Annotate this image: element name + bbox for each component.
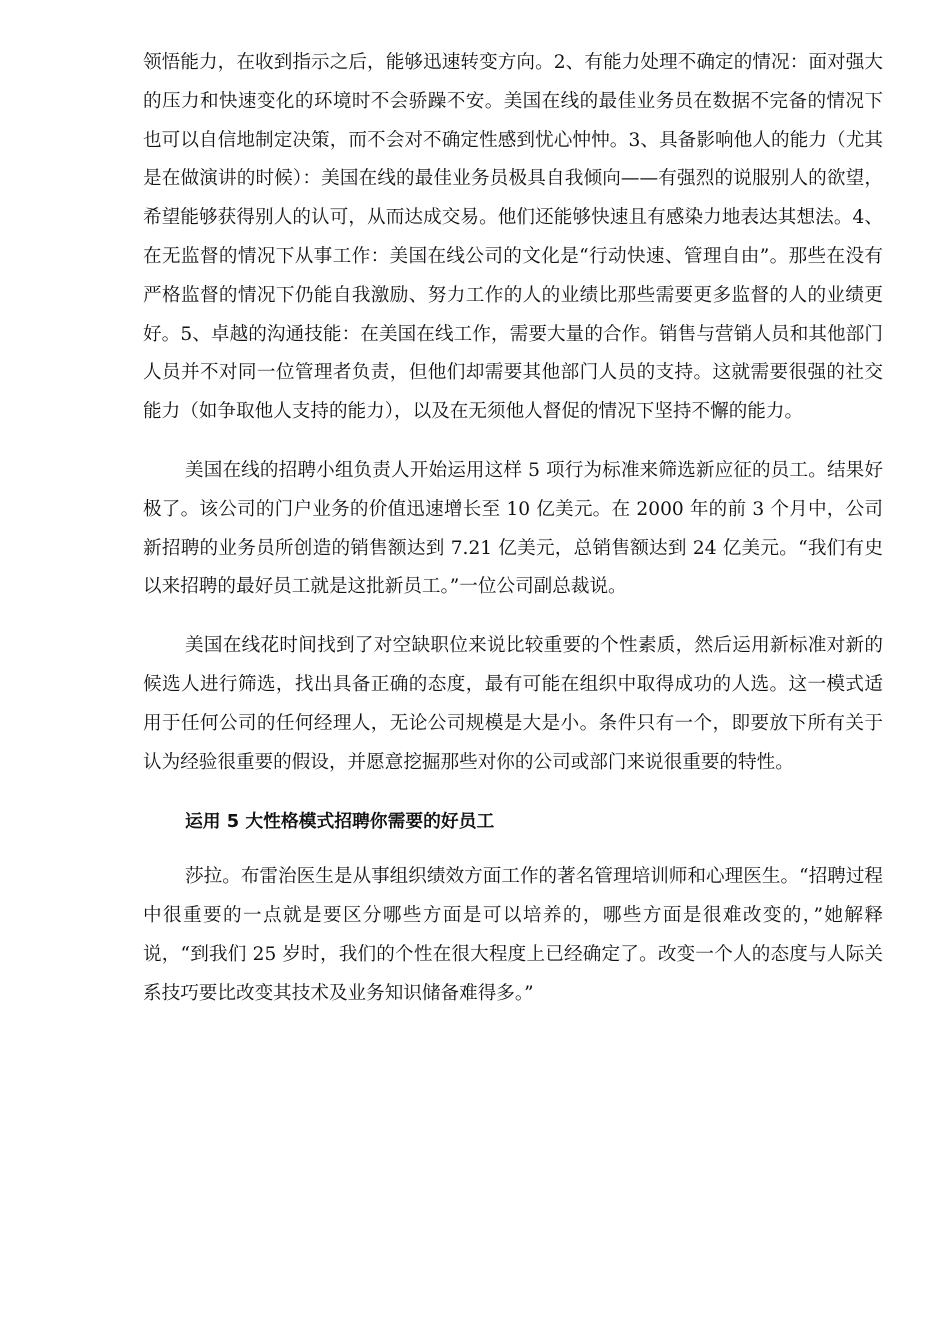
paragraph-personality-model: 美国在线花时间找到了对空缺职位来说比较重要的个性素质，然后运用新标准对新的候选人进行筛选，找出具备正确的态度，最有可能在组织中取得成功的人选。这一模式适用于任何公司的任何经理人，无论公司规模是大是小。条件只有一个，即要放下所有关于认为经验很重要的假设，并愿意挖掘那些对你的公司或部门来说很重要的特性。 — [143, 635, 883, 773]
document-body — [143, 44, 883, 1014]
section-heading: 运用 5 大性格模式招聘你需要的好员工 — [185, 811, 495, 833]
paragraph-doctor-quote: 莎拉。布雷治医生是从事组织绩效方面工作的著名管理培训师和心理医生。“招聘过程中很重要的一点就是要区分哪些方面是可以培养的，哪些方面是很难改变的，”她解释说，“到我们 25 岁时，我们的个性在很大程度上已经确定了。改变一个人的态度与人际关系技巧要比改变其技术及业务知识储备难得多。” — [143, 866, 883, 1004]
paragraph-recruiting-results: 美国在线的招聘小组负责人开始运用这样 5 项行为标准来筛选新应征的员工。结果好极了。该公司的门户业务的价值迅速增长至 10 亿美元。在 2000 年的前 3 个月中，公司新招聘的业务员所创造的销售额达到 7.21 亿美元，总销售额达到 24 亿美元。“我们有史以来招聘的最好员工就是这批新员工。”一位公司副总裁说。 — [143, 459, 883, 598]
paragraph-behavior-criteria: 领悟能力，在收到指示之后，能够迅速转变方向。2、有能力处理不确定的情况：面对强大的压力和快速变化的环境时不会骄躁不安。美国在线的最佳业务员在数据不完备的情况下也可以自信地制定决策，而不会对不确定性感到忧心忡忡。3、具备影响他人的能力（尤其是在做演讲的时候）：美国在线的最佳业务员极具自我倾向——有强烈的说服别人的欲望，希望能够获得别人的认可，从而达成交易。他们还能够快速且有感染力地表达其想法。4、在无监督的情况下从事工作：美国在线公司的文化是“行动快速、管理自由”。那些在没有严格监督的情况下仍能自我激励、努力工作的人的业绩比那些需要更多监督的人的业绩更好。5、卓越的沟通技能：在美国在线工作，需要大量的合作。销售与营销人员和其他部门人员并不对同一位管理者负责，但他们却需要其他部门人员的支持。这就需要很强的社交能力（如争取他人支持的能力），以及在无须他人督促的情况下坚持不懈的能力。 — [143, 52, 883, 423]
